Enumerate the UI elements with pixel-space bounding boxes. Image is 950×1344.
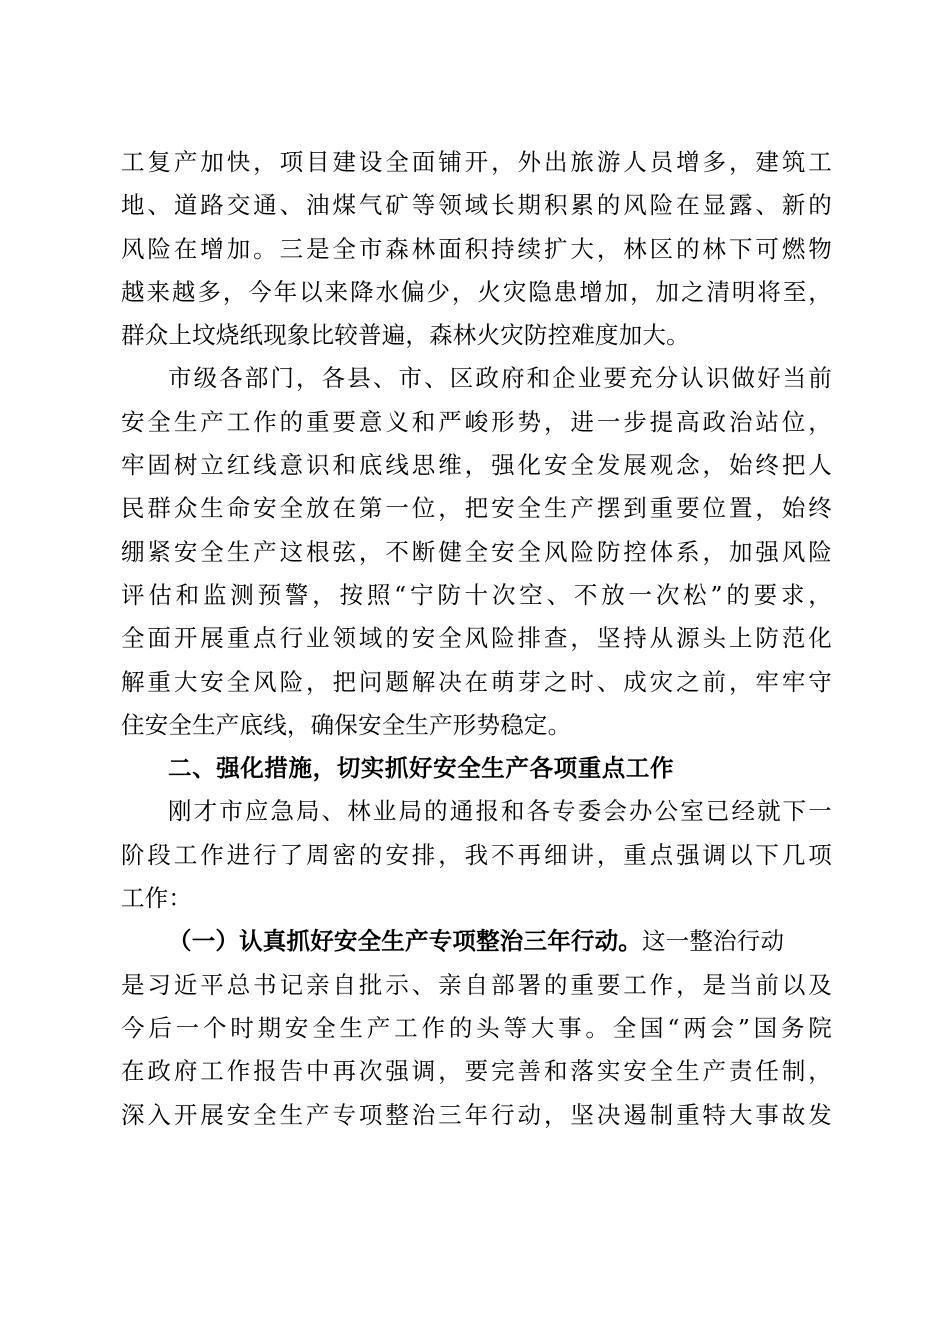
document-body xyxy=(121,141,832,1137)
paragraph-3-line-2: 阶段工作进行了周密的安排，我不再细讲，重点强调以下几项 xyxy=(121,840,832,869)
paragraph-1-line-5: 群众上坟烧纸现象比较普遍，森林火灾防控难度加大。 xyxy=(121,321,690,350)
paragraph-2-line-5: 绷紧安全生产这根弦，不断健全安全风险防控体系，加强风险 xyxy=(121,537,832,566)
paragraph-2-line-7: 全面开展重点行业领域的安全风险排查，坚持从源头上防范化 xyxy=(121,624,832,653)
paragraph-3-line-1: 刚才市应急局、林业局的通报和各专委会办公室已经就下一 xyxy=(168,797,832,826)
paragraph-2-line-6: 评估和监测预警，按照“宁防十次空、不放一次松”的要求， xyxy=(121,580,832,609)
paragraph-1-line-4: 越来越多，今年以来降水偏少，火灾隐患增加，加之清明将至， xyxy=(121,277,832,306)
paragraph-2-line-2: 安全生产工作的重要意义和严峻形势，进一步提高政治站位， xyxy=(121,407,832,436)
paragraph-1-line-3: 风险在增加。三是全市森林面积持续扩大，林区的林下可燃物 xyxy=(121,234,832,263)
paragraph-2-line-9: 住安全生产底线，确保安全生产形势稳定。 xyxy=(121,710,572,739)
paragraph-4-line-1 xyxy=(121,920,832,963)
paragraph-4-line-3: 今后一个时期安全生产工作的头等大事。全国“两会”国务院 xyxy=(121,1013,832,1042)
paragraph-4-line-5: 深入开展安全生产专项整治三年行动，坚决遏制重特大事故发 xyxy=(121,1100,832,1129)
paragraph-4-line-2: 是习近平总书记亲自批示、亲自部署的重要工作，是当前以及 xyxy=(121,970,832,999)
paragraph-3-line-3: 工作： xyxy=(121,884,193,913)
paragraph-2-line-3: 牢固树立红线意识和底线思维，强化安全发展观念，始终把人 xyxy=(121,451,832,480)
section-heading-2: 二、强化措施，切实抓好安全生产各项重点工作 xyxy=(168,754,675,783)
paragraph-1-line-2: 地、道路交通、油煤气矿等领域长期积累的风险在显露、新的 xyxy=(121,191,832,220)
paragraph-4-line-4: 在政府工作报告中再次强调，要完善和落实安全生产责任制， xyxy=(121,1057,832,1086)
paragraph-2-line-8: 解重大安全风险，把问题解决在萌芽之时、成灾之前，牢牢守 xyxy=(121,667,832,696)
paragraph-1-line-1: 工复产加快，项目建设全面铺开，外出旅游人员增多，建筑工 xyxy=(121,148,832,176)
subsection-heading-1: （一）认真抓好安全生产专项整治三年行动。 xyxy=(168,927,642,956)
paragraph-2-line-1: 市级各部门，各县、市、区政府和企业要充分认识做好当前 xyxy=(168,364,832,393)
paragraph-2-line-4: 民群众生命安全放在第一位，把安全生产摆到重要位置，始终 xyxy=(121,494,832,523)
paragraph-4-lead-rest: 这一整治行动 xyxy=(642,927,785,956)
